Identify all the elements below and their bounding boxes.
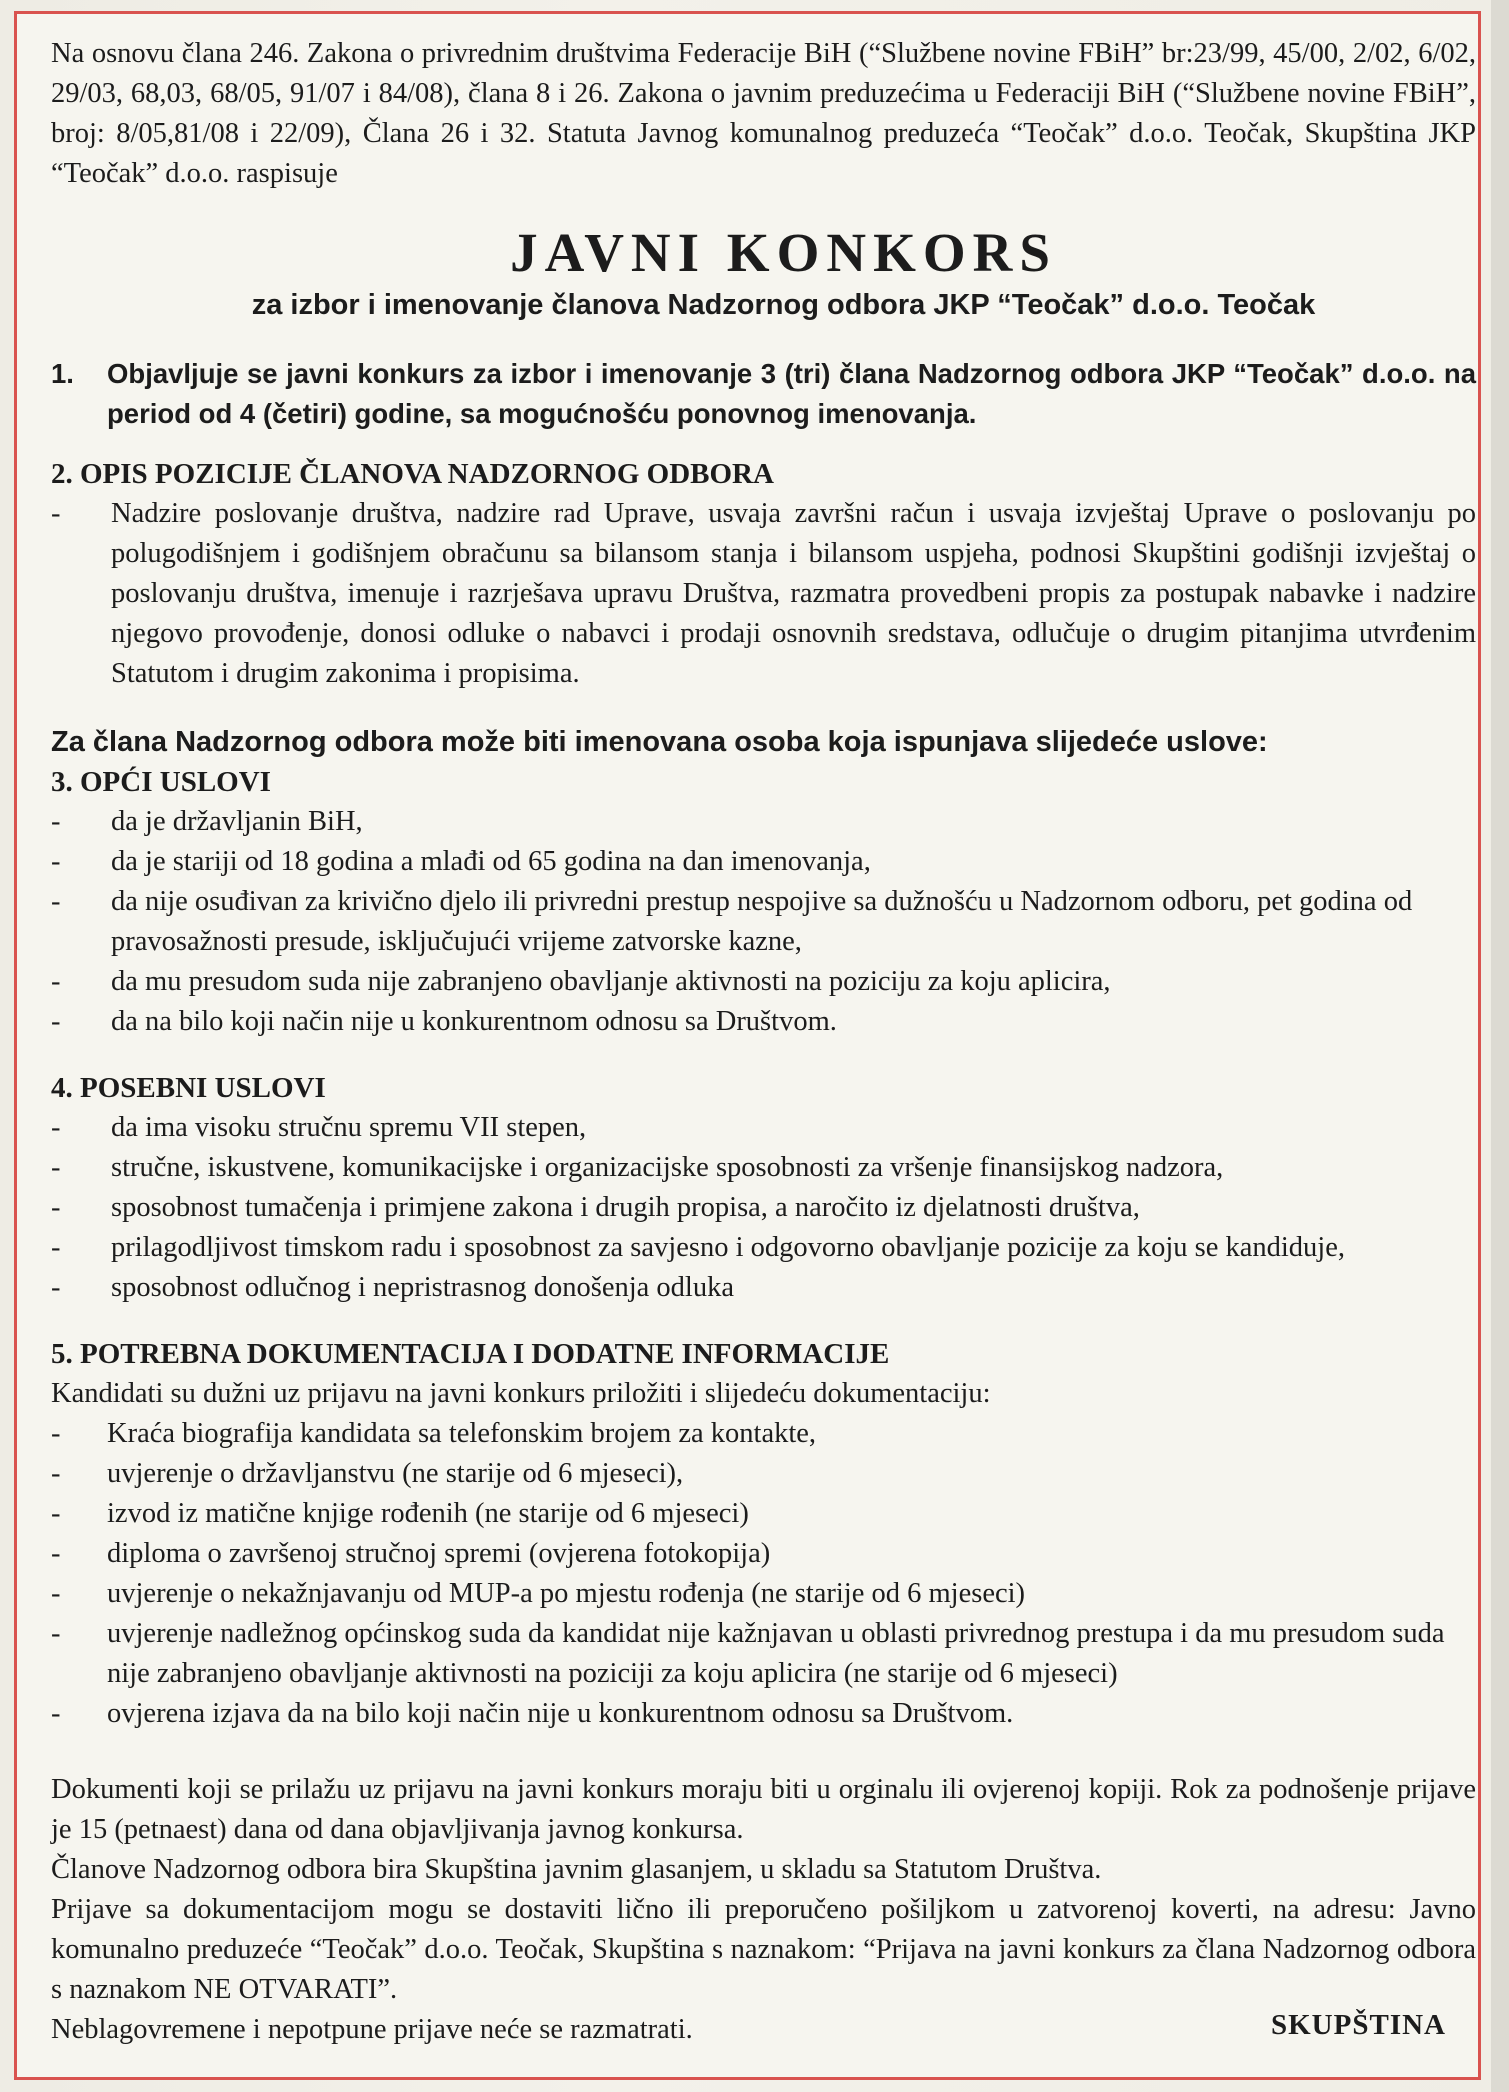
section-2-heading: 2. OPIS POZICIJE ČLANOVA NADZORNOG ODBORA [51,458,774,490]
list-item: - da na bilo koji način nije u konkurentnom odnosu sa Društvom. [51,1006,837,1037]
signature: SKUPŠTINA [1271,2009,1446,2041]
section-5-list [51,1414,1476,1734]
section-2-list [51,494,1476,694]
list-item: - da mu presudom suda nije zabranjeno obavljanje aktivnosti na poziciju za koju aplicira, [51,966,1111,997]
section-4-list [51,1108,1476,1308]
list-item: - izvod iz matične knjige rođenih (ne starije od 6 mjeseci) [51,1498,749,1529]
list-item: - da je državljanin BiH, [51,806,363,837]
conditions-intro: Za člana Nadzornog odbora može biti imenovana osoba koja ispunjava slijedeće uslove: [51,726,1268,758]
list-item: - sposobnost odlučnog i nepristrasnog donošenja odluka [51,1272,734,1303]
list-item: - uvjerenje o nekažnjavanju od MUP-a po mjestu rođenja (ne starije od 6 mjeseci) [51,1578,1026,1609]
announcement-subtitle: za izbor i imenovanje članova Nadzornog odbora JKP “Teočak” d.o.o. Teočak [251,289,1316,321]
section-5-heading: 5. POTREBNA DOKUMENTACIJA I DODATNE INFORMACIJE [51,1338,890,1370]
list-item: - ovjerena izjava da na bilo koji način nije u konkurentnom odnosu sa Društvom. [51,1698,1014,1729]
section-5-lead: Kandidati su dužni uz prijavu na javni konkurs priložiti i slijedeću dokumentaciju: [51,1378,991,1409]
intro-paragraph: Na osnovu člana 246. Zakona o privrednim društvima Federacije BiH (“Službene novine FBiH” br:23/99, 45/00, 2/02, 6/02, 29/03, 68,03, 68/05, 91/07 i 84/08), člana 8 i 26. Zakona o javnim preduzećima u Federaciji BiH (“Službene novine FBiH”, broj: 8/05,81/08 i 22/09), Člana 26 i 32. Statuta Javnog komunalnog preduzeća “Teočak” d.o.o. Teočak, Skupština JKP “Teočak” d.o.o. raspisuje [51,38,1476,189]
announcement-body [51,34,1476,2050]
list-item: - prilagodljivost timskom radu i sposobnost za savjesno i odgovorno obavljanje pozicije za koju se kandiduje, [51,1232,1345,1263]
list-item: - uvjerenje o državljanstvu (ne starije od 6 mjeseci), [51,1458,684,1489]
closing-block [51,1770,1476,2050]
closing-paragraph: Prijave sa dokumentacijom mogu se dostaviti lično ili preporučeno pošiljkom u zatvorenoj koverti, na adresu: Javno komunalno preduzeće “Teočak” d.o.o. Teočak, Skupština s naznakom: “Prijava na javni konkurs za člana Nadzornog odbora s naznakom NE OTVARATI”. [51,1894,1476,2005]
list-item: - diploma o završenoj stručnoj spremi (ovjerena fotokopija) [51,1538,771,1569]
closing-paragraph: Neblagovremene i nepotpune prijave neće se razmatrati. [51,2014,693,2045]
list-item: - da je stariji od 18 godina a mlađi od 65 godina na dan imenovanja, [51,846,871,877]
section-4-heading: 4. POSEBNI USLOVI [51,1072,326,1104]
item-1-text: Objavljuje se javni konkurs za izbor i imenovanje 3 (tri) člana Nadzornog odbora JKP “Teočak” d.o.o. na period od 4 (četiri) godine, sa mogućnošću ponovnog imenovanja. [107,358,1476,429]
list-item: - Nadzire poslovanje društva, nadzire rad Uprave, usvaja završni račun i usvaja izvještaj Uprave o poslovanju po polugodišnjem i godišnjem obračunu sa bilansom stanja i bilansom uspjeha, podnosi Skupštini godišnji izvještaj o poslovanju društva, imenuje i razrješava upravu Društva, razmatra provedbeni propis za postupak nabavke i nadzire njegovo provođenje, donosi odluke o nabavci i prodaji osnovnih sredstava, odlučuje o drugim pitanjima utvrđenim Statutom i drugim zakonima i propisima. [51,498,1476,689]
item-1 [51,354,1476,434]
closing-paragraph: Dokumenti koji se prilažu uz prijavu na javni konkurs moraju biti u orginalu ili ovjerenoj kopiji. Rok za podnošenje prijave je 15 (petnaest) dana od dana objavljivanja javnog konkursa. [51,1774,1476,1845]
list-item: - Kraća biografija kandidata sa telefonskim brojem za kontakte, [51,1418,817,1449]
announcement-frame [14,11,1481,2080]
section-3-heading: 3. OPĆI USLOVI [51,766,271,798]
list-item: - sposobnost tumačenja i primjene zakona i drugih propisa, a naročito iz djelatnosti društva, [51,1192,1140,1223]
section-3-list [51,802,1476,1042]
item-1-number: 1. [51,358,74,389]
closing-paragraph: Članove Nadzornog odbora bira Skupština javnim glasanjem, u skladu sa Statutom Društva. [51,1854,1102,1885]
announcement-title: JAVNI KONKORS [510,222,1057,283]
list-item: - stručne, iskustvene, komunikacijske i organizacijske sposobnosti za vršenje finansijskog nadzora, [51,1152,1224,1183]
list-item: - da nije osuđivan za krivično djelo ili privredni prestup nespojive sa dužnošću u Nadzornom odboru, pet godina od pravosažnosti presude, isključujući vrijeme zatvorske kazne, [51,886,1413,957]
adjacent-column-edge [1491,0,1509,2092]
list-item: - da ima visoku stručnu spremu VII stepen, [51,1112,587,1143]
list-item: - uvjerenje nadležnog općinskog suda da kandidat nije kažnjavan u oblasti privrednog prestupa i da mu presudom suda nije zabranjeno obavljanje aktivnosti na poziciji za koju aplicira (ne starije od 6 mjeseci) [51,1618,1445,1689]
